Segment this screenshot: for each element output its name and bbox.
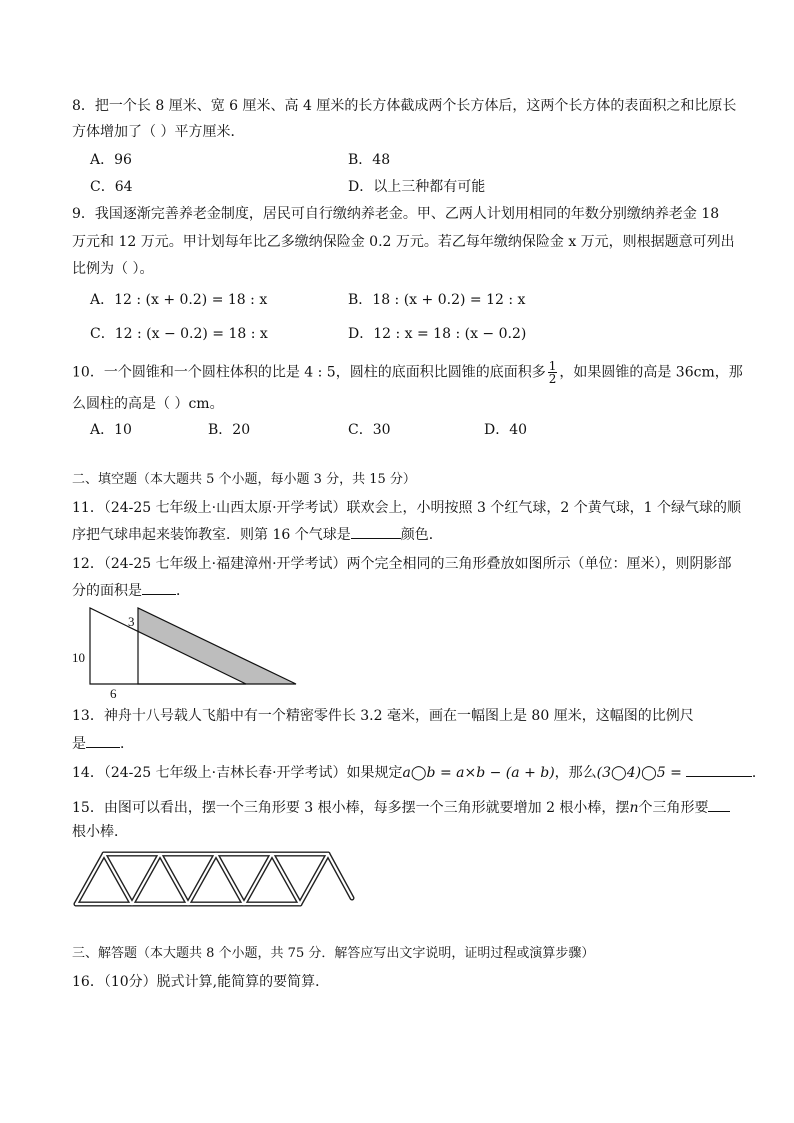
q14-formula: a◯b = a×b − (a + b): [402, 765, 555, 781]
q12-text-a: 分的面积是: [72, 583, 142, 599]
q8-option-d: D．以上三种都有可能: [348, 179, 486, 195]
q12-text-end: ．: [176, 583, 190, 599]
q8-option-a: A．96: [90, 152, 132, 168]
q15-variable-n: n: [629, 800, 639, 816]
q13-text-end: ．: [120, 736, 134, 752]
q12-line-2: [72, 580, 190, 601]
q14-line: [72, 762, 766, 783]
q14-text-a: 14．（24-25 七年级上·吉林长春·开学考试）如果规定: [72, 765, 403, 781]
fig-label-10: 10: [72, 650, 85, 665]
q8-line-2: 方体增加了（ ）平方厘米．: [72, 124, 245, 140]
q8-line-1: 8．把一个长 8 厘米、宽 6 厘米、高 4 厘米的长方体截成两个长方体后，这两个长方体的表面积之和比原长: [72, 98, 737, 114]
q10-option-a: A．10: [90, 422, 132, 438]
section-2-heading: 二、填空题（本大题共 5 个小题，每小题 3 分，共 15 分）: [72, 472, 416, 487]
q9-line-2: 万元和 12 万元。甲计划每年比乙多缴纳保险金 0.2 万元。若乙每年缴纳保险金 x 万元，则根据题意可列出: [72, 234, 735, 250]
q12-triangle-figure: [70, 604, 310, 700]
q15-text-a: 15．由图可以看出，摆一个三角形要 3 根小棒，每多摆一个三角形就要增加 2 根小棒，摆: [72, 800, 630, 816]
q10-option-b: B．20: [208, 422, 251, 438]
q11-line-1: 11．（24-25 七年级上·山西太原·开学考试）联欢会上，小明按照 3 个红气球，2 个黄气球，1 个绿气球的顺: [72, 500, 742, 516]
q15-answer-blank[interactable]: [708, 797, 730, 812]
q10-option-c: C．30: [348, 422, 391, 438]
q11-text-b: 颜色．: [400, 527, 443, 543]
q15-stick-triangles-figure: [70, 850, 356, 908]
q10-fraction-numerator: 1: [548, 359, 557, 373]
q14-text-b: ，那么: [554, 765, 597, 781]
q10-option-d: D．40: [484, 422, 528, 438]
left-triangle: [90, 608, 246, 684]
q10-text-a: 10．一个圆锥和一个圆柱体积的比是 4 : 5，圆柱的底面积比圆锥的底面积多: [72, 364, 546, 381]
q8-option-b: B．48: [348, 152, 391, 168]
q14-answer-blank[interactable]: [686, 762, 752, 777]
q13-line-1: 13．神舟十八号载人飞船中有一个精密零件长 3.2 毫米，画在一幅图上是 80 厘米，这幅图的比例尺: [72, 708, 694, 724]
q10-line-2: 么圆柱的高是（ ）cm。: [72, 396, 224, 412]
q9-line-1: 9．我国逐渐完善养老金制度，居民可自行缴纳养老金。甲、乙两人计划用相同的年数分别缴纳养老金 18: [72, 206, 720, 222]
section-3-heading: 三、解答题（本大题共 8 个小题，共 75 分．解答应写出文字说明，证明过程或演算步骤）: [72, 946, 595, 961]
q10-fraction: [548, 360, 558, 385]
q9-option-c: C．12 : (x − 0.2) = 18 : x: [90, 326, 268, 342]
q11-answer-blank[interactable]: [351, 524, 401, 539]
q10-text-b: ，如果圆锥的高是 36cm，那: [559, 364, 743, 381]
q14-expression: (3◯4)◯5 =: [596, 765, 682, 781]
q9-option-b: B．18 : (x + 0.2) = 12 : x: [348, 292, 526, 308]
q13-line-2: [72, 733, 134, 754]
q9-option-d: D．12 : x = 18 : (x − 0.2): [348, 326, 527, 342]
q15-text-b: 个三角形要: [638, 800, 709, 816]
q15-line-2: 根小棒．: [72, 824, 128, 840]
q10-fraction-denominator: 2: [548, 372, 557, 386]
fig-label-6: 6: [110, 686, 117, 700]
right-triangle: [138, 608, 296, 684]
q12-line-1: 12．（24-25 七年级上·福建漳州·开学考试）两个完全相同的三角形叠放如图所示（单位：厘米），则阴影部: [72, 556, 732, 572]
q16-line: 16．（10分）脱式计算,能简算的要简算．: [72, 974, 330, 990]
q11-line-2: [72, 524, 443, 545]
q8-option-c: C．64: [90, 179, 133, 195]
q13-answer-blank[interactable]: [86, 733, 120, 748]
fig-label-3: 3: [128, 614, 135, 629]
q14-text-end: ．: [751, 765, 766, 781]
q9-option-a: A．12 : (x + 0.2) = 18 : x: [90, 292, 268, 308]
q12-answer-blank[interactable]: [142, 580, 176, 595]
q15-line-1: [72, 797, 730, 818]
q10-line-1: [72, 360, 743, 385]
q11-text-a: 序把气球串起来装饰教室．则第 16 个气球是: [72, 527, 351, 543]
q13-text-a: 是: [72, 736, 86, 752]
q9-line-3: 比例为（ ）。: [72, 261, 154, 277]
